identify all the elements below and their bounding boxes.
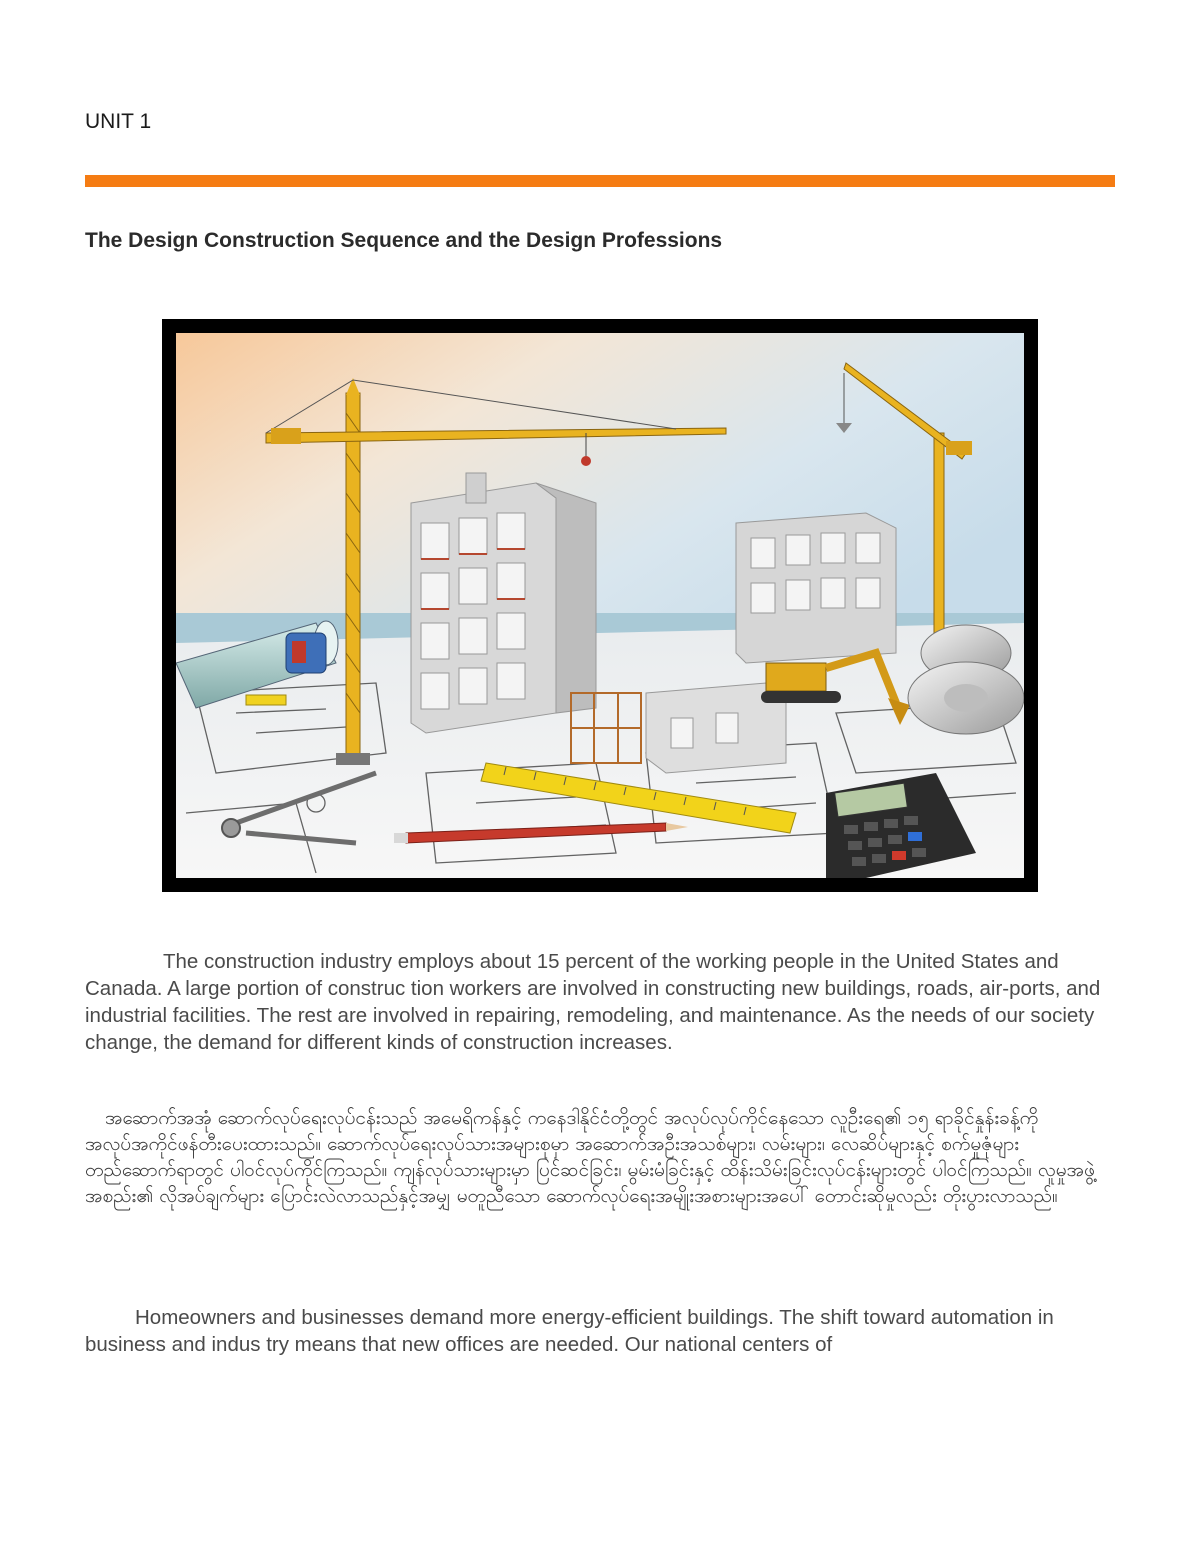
accent-rule [85, 175, 1115, 187]
body-paragraph-2-burmese [85, 1105, 1115, 1209]
unit-label: UNIT 1 [85, 110, 152, 133]
construction-illustration [162, 319, 1038, 892]
building-icon [736, 513, 896, 663]
body-paragraph-3 [85, 1304, 1115, 1358]
blueprint-roll-icon [908, 625, 1024, 734]
body-paragraph-1-text: The construction industry employs about 15 percent of the working people in the United States and Canada. A large portion of construc tion workers are involved in constructing new buildings, roads, air-ports, and industrial facilities. The rest are involved in repairing, remodeling, and maintenance. As the needs of our society change, the demand for different kinds of construction increases. [85, 950, 1101, 1054]
body-paragraph-3-text: Homeowners and businesses demand more energy-efficient buildings. The shift toward automation in business and indus try means that new offices are needed. Our national centers of [85, 1306, 1054, 1356]
page-title: The Design Construction Sequence and the Design Professions [85, 229, 723, 252]
construction-scene [176, 333, 1024, 878]
tape-measure-icon [246, 695, 286, 705]
body-paragraph-1 [85, 948, 1115, 1056]
body-paragraph-2-text: အဆောက်အအုံ ဆောက်လုပ်ရေးလုပ်ငန်းသည် အမေရိကန်နှင့် ကနေဒါနိုင်ငံတို့တွင် အလုပ်လုပ်ကိုင်နေသော လူဦးရေ၏ ၁၅ ရာခိုင်နှုန်းခန့်ကို အလုပ်အကိုင်ဖန်တီးပေးထားသည်။ ဆောက်လုပ်ရေးလုပ်သားအများစုမှာ အဆောက်အဦးအသစ်များ၊ လမ်းများ၊ လေဆိပ်များနှင့် စက်မှုဇုံများ တည်ဆောက်ရာတွင် ပါဝင်လုပ်ကိုင်ကြသည်။ ကျန်လုပ်သားများမှာ ပြင်ဆင်ခြင်း၊ မွမ်းမံခြင်းနှင့် ထိန်းသိမ်းခြင်းလုပ်ငန်းများတွင် ပါဝင်ကြသည်။ လူမှုအဖွဲ့အစည်း၏ လိုအပ်ချက်များ ပြောင်းလဲလာသည်နှင့်အမျှ မတူညီသော ဆောက်လုပ်ရေးအမျိုးအစားများအပေါ် တောင်းဆိုမှုလည်း တိုးပွားလာသည်။ [85, 1107, 1095, 1207]
